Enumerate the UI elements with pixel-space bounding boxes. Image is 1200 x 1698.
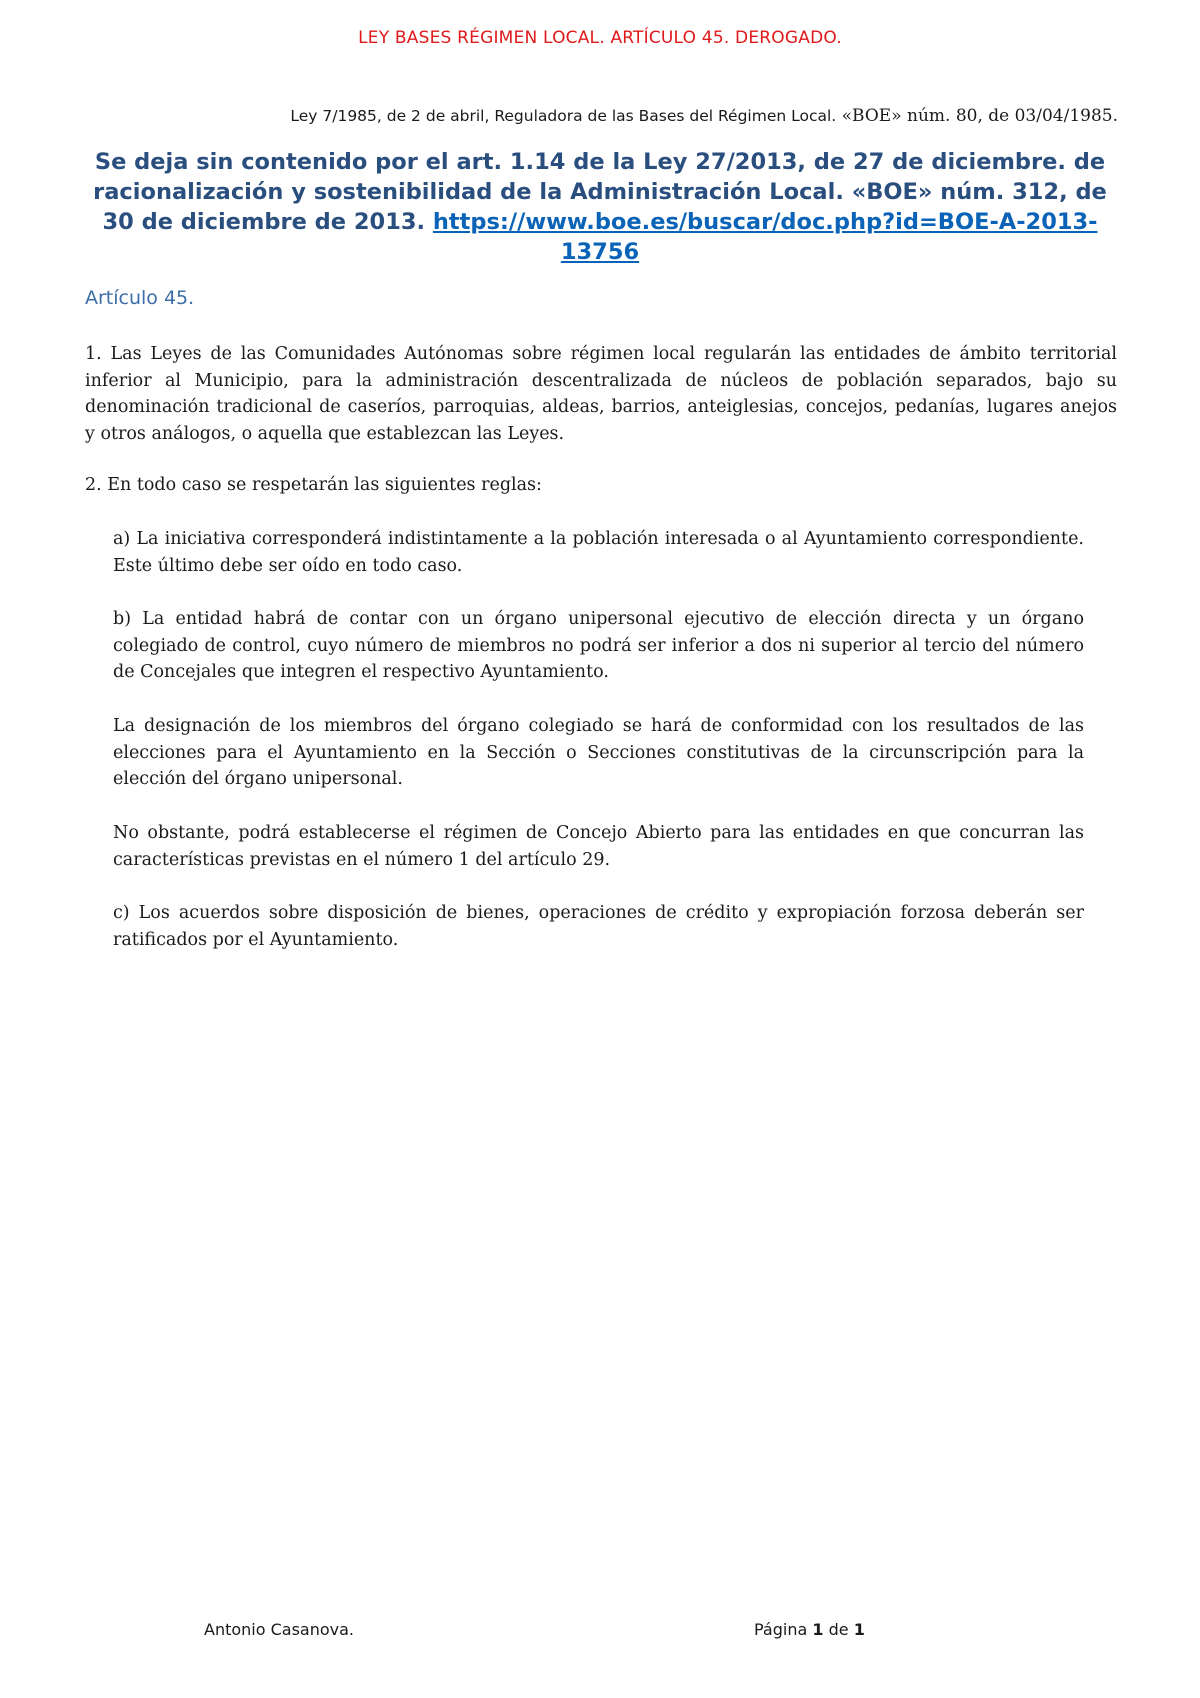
boe-link[interactable]: https://www.boe.es/buscar/doc.php?id=BOE-A-2013-13756	[432, 209, 1098, 265]
law-citation-title: Ley 7/1985, de 2 de abril, Reguladora de las Bases del Régimen Local.	[290, 107, 837, 125]
derogation-text: Se deja sin contenido por el art. 1.14 de la Ley 27/2013, de 27 de diciembre. de racionalización y sostenibilidad de la Administración Local. «BOE» núm. 312, de 30 de diciembre de 2013.	[93, 149, 1107, 235]
rule-b-paragraph: b) La entidad habrá de contar con un órgano unipersonal ejecutivo de elección directa y un órgano colegiado de control, cuyo número de miembros no podrá ser inferior a dos ni superior al tercio del número de Concejales que integren el respectivo Ayuntamiento.	[113, 609, 1084, 682]
law-citation-boe: «BOE» núm. 80, de 03/04/1985.	[836, 106, 1118, 126]
rule-a-paragraph: a) La iniciativa corresponderá indistintamente a la población interesada o al Ayuntamiento correspondiente. Este último debe ser oído en todo caso.	[113, 529, 1084, 576]
footer-page-number	[754, 1620, 865, 1639]
derogation-notice	[85, 147, 1115, 267]
article-paragraph-2: 2. En todo caso se respetarán las siguientes reglas:	[85, 475, 542, 495]
footer-page-label: Página	[754, 1620, 813, 1639]
footer-author: Antonio Casanova.	[204, 1620, 355, 1639]
law-citation	[290, 106, 1118, 126]
rule-b-designation-paragraph: La designación de los miembros del órgano colegiado se hará de conformidad con los resultados de las elecciones para el Ayuntamiento en la Sección o Secciones constitutivas de la circunscripción para la elección del órgano unipersonal.	[113, 716, 1084, 789]
rule-b-concejo-abierto-paragraph: No obstante, podrá establecerse el régimen de Concejo Abierto para las entidades en que concurran las características previstas en el número 1 del artículo 29.	[113, 823, 1084, 870]
article-heading: Artículo 45.	[85, 287, 195, 309]
footer-page-current: 1	[812, 1620, 824, 1639]
footer-page-total: 1	[853, 1620, 865, 1639]
article-paragraph-1: 1. Las Leyes de las Comunidades Autónomas sobre régimen local regularán las entidades de ámbito territorial inferior al Municipio, para la administración descentralizada de núcleos de población separados, bajo su denominación tradicional de caseríos, parroquias, aldeas, barrios, anteiglesias, concejos, pedanías, lugares anejos y otros análogos, o aquella que establezcan las Leyes.	[85, 344, 1117, 444]
page-header-title: LEY BASES RÉGIMEN LOCAL. ARTÍCULO 45. DEROGADO.	[358, 28, 842, 48]
footer-page-of: de	[823, 1620, 854, 1639]
rule-c-paragraph: c) Los acuerdos sobre disposición de bienes, operaciones de crédito y expropiación forzosa deberán ser ratificados por el Ayuntamiento.	[113, 903, 1084, 950]
